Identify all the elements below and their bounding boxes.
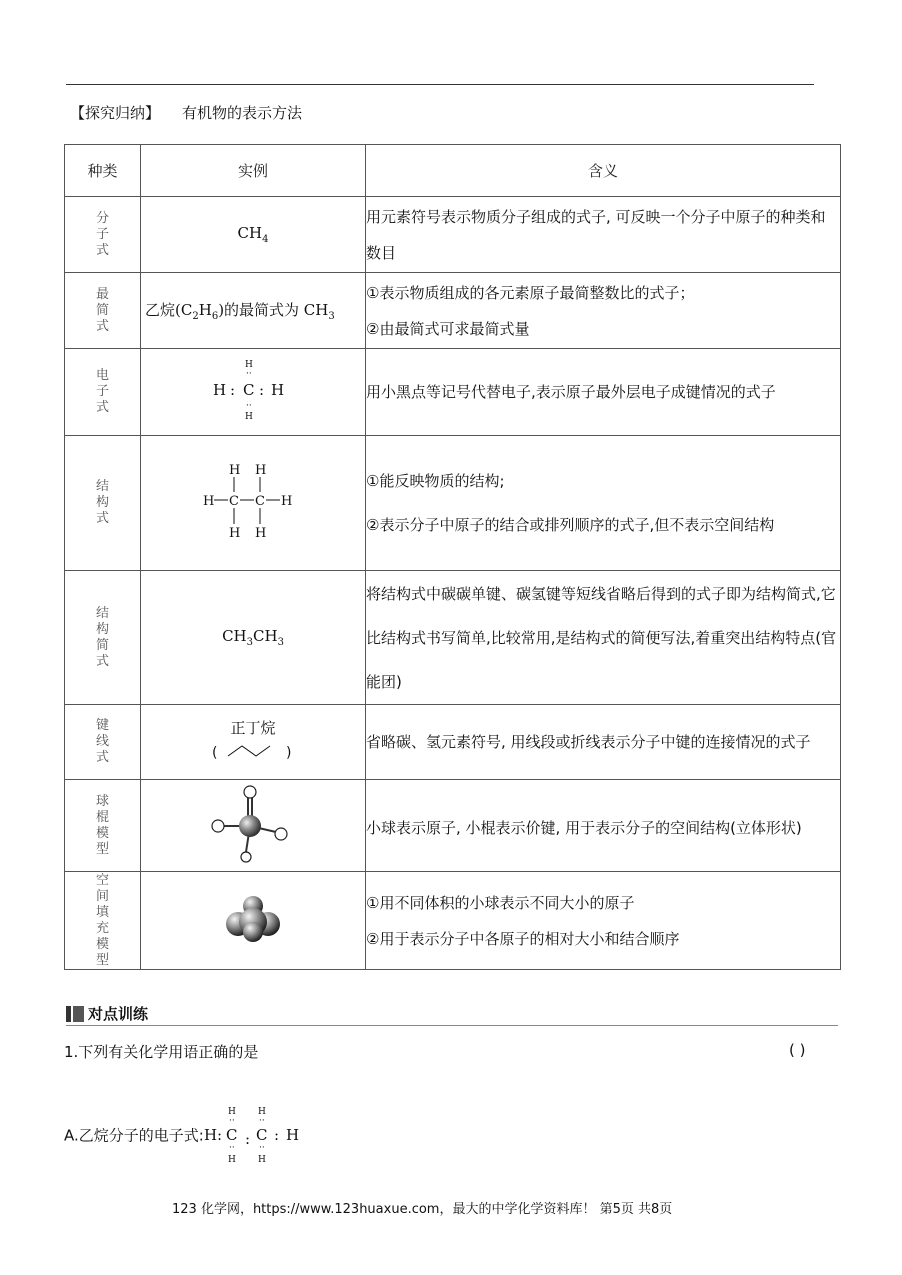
svg-text:··: ··	[258, 1143, 265, 1153]
table-row	[65, 197, 841, 273]
section-heading	[70, 102, 302, 123]
svg-text:··: ··	[246, 369, 252, 379]
section-bar-icon	[66, 1006, 84, 1022]
table-row	[65, 436, 841, 571]
butane-zigzag-icon	[208, 738, 298, 764]
example-condensed-formula: $CH_3CH_3$	[141, 571, 366, 705]
heading-bracket: 【探究归纳】	[70, 104, 161, 122]
svg-text:C: C	[229, 494, 239, 509]
question-1: 1.下列有关化学用语正确的是	[64, 1043, 259, 1061]
table-row	[65, 705, 841, 780]
svg-text:H: H	[229, 463, 241, 478]
svg-text:H: H	[271, 381, 285, 399]
top-rule	[66, 84, 814, 85]
svg-text:H: H	[203, 1126, 217, 1144]
example-simplest: 乙烷$(C_2H_6)$的最简式为 $CH_3$	[141, 273, 366, 349]
ball-stick-model-icon	[208, 784, 298, 864]
row-kind: 空间填充模型	[95, 872, 109, 968]
table-row	[65, 872, 841, 970]
row-kind: 键线式	[95, 718, 109, 765]
svg-text:(: (	[212, 744, 218, 761]
page-footer: 123 化学网，https://www.123huaxue.com，最大的中学化学资料库！ 第5页 共8页	[172, 1202, 673, 1217]
svg-text:C: C	[255, 1126, 268, 1144]
row-kind: 电子式	[95, 368, 109, 415]
row-meaning: ②表示分子中原子的结合或排列顺序的式子,但不表示空间结构	[366, 516, 775, 534]
svg-text:): )	[286, 744, 292, 761]
table-row	[65, 349, 841, 436]
header-meaning: 含义	[366, 145, 841, 197]
row-meaning: 用小黑点等记号代替电子,表示原子最外层电子成键情况的式子	[366, 383, 776, 401]
example-skeletal-formula	[141, 705, 366, 780]
header-example: 实例	[141, 145, 366, 197]
header-kind: 种类	[65, 145, 141, 197]
row-kind: 结构式	[95, 479, 109, 526]
svg-text:··: ··	[228, 1143, 235, 1153]
example-space-filling	[141, 872, 366, 970]
svg-text:C: C	[243, 381, 255, 399]
ethane-structural-diagram	[198, 461, 308, 541]
svg-text:H: H	[257, 1107, 266, 1117]
svg-text:H: H	[257, 1155, 266, 1165]
option-a-text: A.乙烷分子的电子式:	[64, 1126, 204, 1145]
svg-text:H: H	[281, 494, 293, 509]
svg-text:C: C	[225, 1126, 238, 1144]
row-meaning: ①表示物质组成的各元素原子最简整数比的式子；	[366, 283, 695, 302]
svg-text::: :	[259, 381, 265, 399]
svg-text:H: H	[213, 381, 227, 399]
ethane-electron-diagram	[204, 1104, 324, 1166]
example-structural-formula	[141, 436, 366, 571]
row-meaning: 小球表示原子, 小棍表示价键, 用于表示分子的空间结构(立体形状)	[366, 818, 802, 837]
svg-text::: :	[244, 1130, 250, 1148]
row-meaning: 省略碳、氢元素符号, 用线段或折线表示分子中键的连接情况的式子	[366, 733, 811, 751]
table-row	[65, 571, 841, 705]
svg-text::: :	[273, 1126, 279, 1144]
table-row	[65, 273, 841, 349]
svg-text:H: H	[245, 360, 253, 370]
svg-text:H: H	[245, 412, 253, 422]
svg-text:H: H	[285, 1126, 299, 1144]
svg-text:H: H	[255, 463, 267, 478]
heading-title: 有机物的表示方法	[182, 104, 303, 122]
example-ch4: $CH_4$	[141, 197, 366, 273]
row-kind: 分子式	[95, 210, 109, 258]
svg-text:H: H	[227, 1107, 236, 1117]
answer-blank: ( )	[789, 1041, 806, 1059]
svg-text:H: H	[227, 1155, 236, 1165]
methane-electron-diagram	[203, 355, 303, 425]
example-electron-formula	[141, 349, 366, 436]
svg-text:H: H	[203, 494, 215, 509]
row-meaning: ②用于表示分子中各原子的相对大小和结合顺序	[366, 929, 680, 948]
row-kind: 结构简式	[95, 605, 109, 669]
practice-section-heading	[66, 1003, 148, 1024]
svg-text:H: H	[255, 526, 267, 541]
table-row	[65, 780, 841, 872]
svg-text:C: C	[255, 494, 265, 509]
table-header-row	[65, 145, 841, 197]
svg-text::: :	[230, 381, 236, 399]
row-meaning: ①用不同体积的小球表示不同大小的原子	[366, 893, 635, 912]
svg-text::: :	[216, 1126, 222, 1144]
representation-table	[64, 144, 841, 970]
row-meaning: 将结构式中碳碳单键、碳氢键等短线省略后得到的式子即为结构简式,它比结构式书写简单,比较常用,是结构式的简便写法,着重突出结构特点(官能团)	[366, 584, 837, 691]
svg-text:··: ··	[258, 1116, 265, 1126]
row-meaning: ②由最简式可求最简式量	[366, 319, 530, 338]
option-a	[64, 1104, 324, 1166]
svg-text:H: H	[229, 526, 241, 541]
section-underline	[66, 1025, 838, 1026]
row-kind: 最简式	[95, 286, 109, 334]
row-meaning: ①能反映物质的结构;	[366, 472, 505, 490]
svg-text:··: ··	[228, 1116, 235, 1126]
section-title: 对点训练	[88, 1005, 149, 1023]
svg-text:··: ··	[246, 401, 252, 411]
space-filling-model-icon	[223, 894, 283, 944]
example-ball-stick	[141, 780, 366, 872]
row-kind: 球棍模型	[95, 793, 109, 857]
row-meaning: 用元素符号表示物质分子组成的式子, 可反映一个分子中原子的种类和数目	[366, 207, 826, 262]
skeletal-label: 正丁烷	[230, 718, 276, 737]
